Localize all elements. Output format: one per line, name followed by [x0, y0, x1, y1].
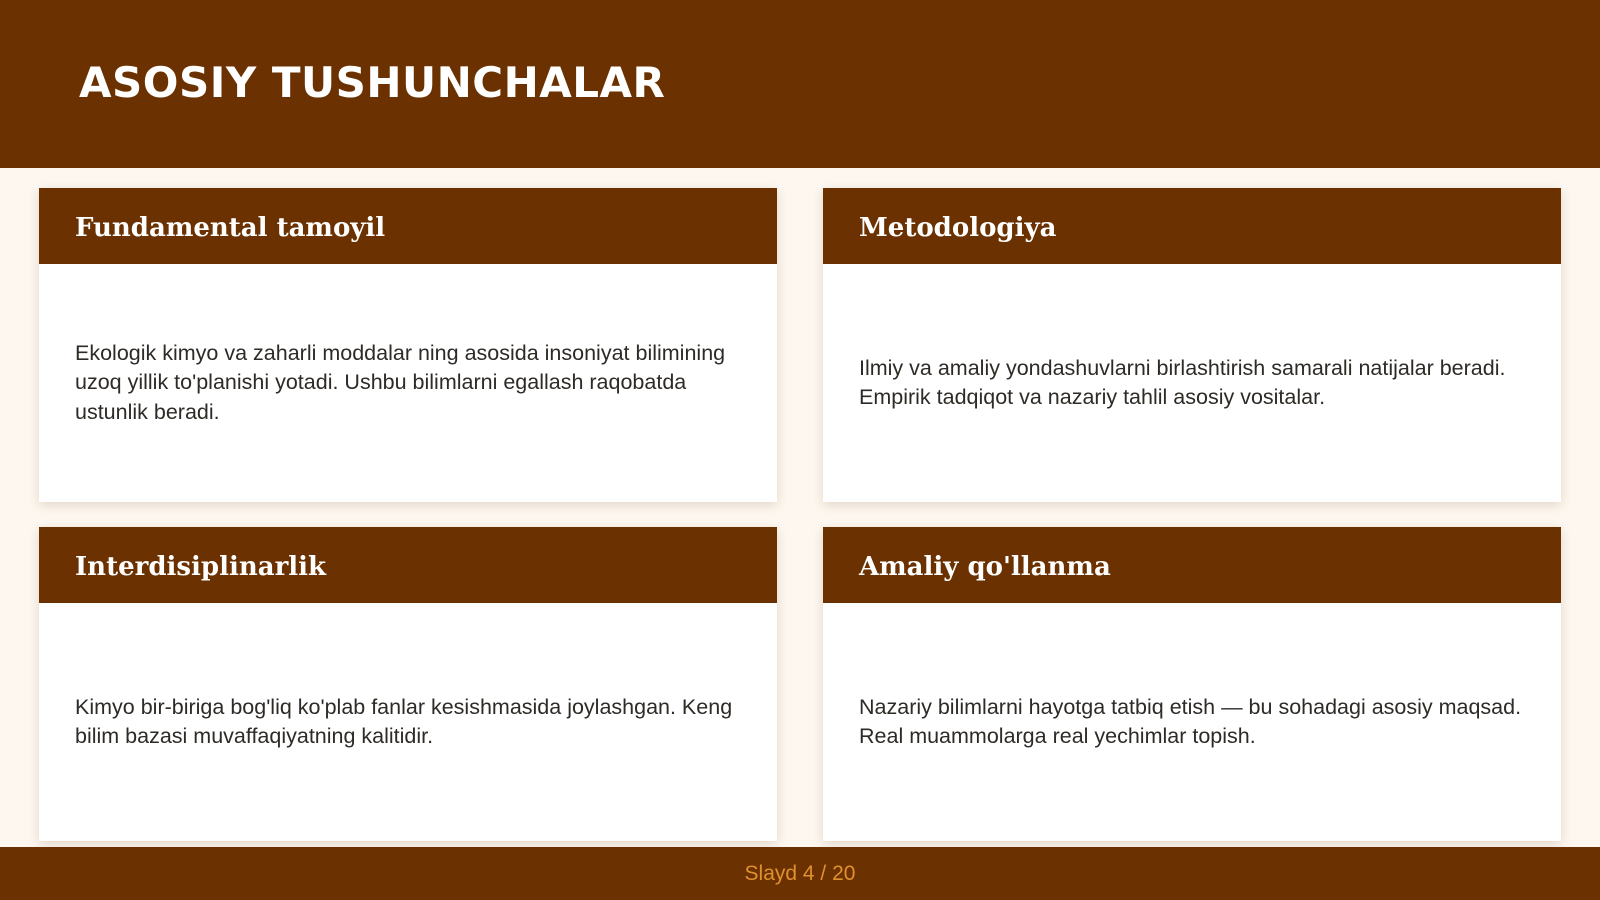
card-body: [39, 603, 777, 841]
card-text: Nazariy bilimlarni hayotga tatbiq etish — bu sohadagi asosiy maqsad. Real muammolarga real yechimlar topish.: [859, 694, 1522, 748]
card-amaliy-qollanma: [823, 527, 1561, 841]
card-header: [39, 527, 777, 603]
slide-counter: Slayd 4 / 20: [744, 861, 856, 885]
card-title: Amaliy qo'llanma: [859, 552, 1111, 582]
card-title: Metodologiya: [859, 213, 1057, 243]
card-header: [39, 188, 777, 264]
card-metodologiya: [823, 188, 1561, 502]
card-header: [823, 188, 1561, 264]
card-title: Fundamental tamoyil: [75, 213, 386, 243]
card-title: Interdisiplinarlik: [75, 552, 327, 582]
slide-title: ASOSIY TUSHUNCHALAR: [79, 58, 666, 107]
card-fundamental-tamoyil: [39, 188, 777, 502]
card-body: [823, 603, 1561, 841]
card-text: Ekologik kimyo va zaharli moddalar ning asosida insoniyat bilimining uzoq yillik to'planishi yotadi. Ushbu bilimlarni egallash raqobatda ustunlik beradi.: [75, 340, 726, 424]
card-header: [823, 527, 1561, 603]
slide-header: [0, 0, 1600, 168]
card-body: [39, 264, 777, 502]
card-text: Kimyo bir-biriga bog'liq ko'plab fanlar kesishmasida joylashgan. Keng bilim bazasi muvaffaqiyatning kalitidir.: [75, 694, 733, 748]
card-interdisiplinarlik: [39, 527, 777, 841]
slide-footer: [0, 847, 1600, 900]
card-text: Ilmiy va amaliy yondashuvlarni birlashtirish samarali natijalar beradi. Empirik tadqiqot va nazariy tahlil asosiy vositalar.: [859, 355, 1506, 409]
card-body: [823, 264, 1561, 502]
